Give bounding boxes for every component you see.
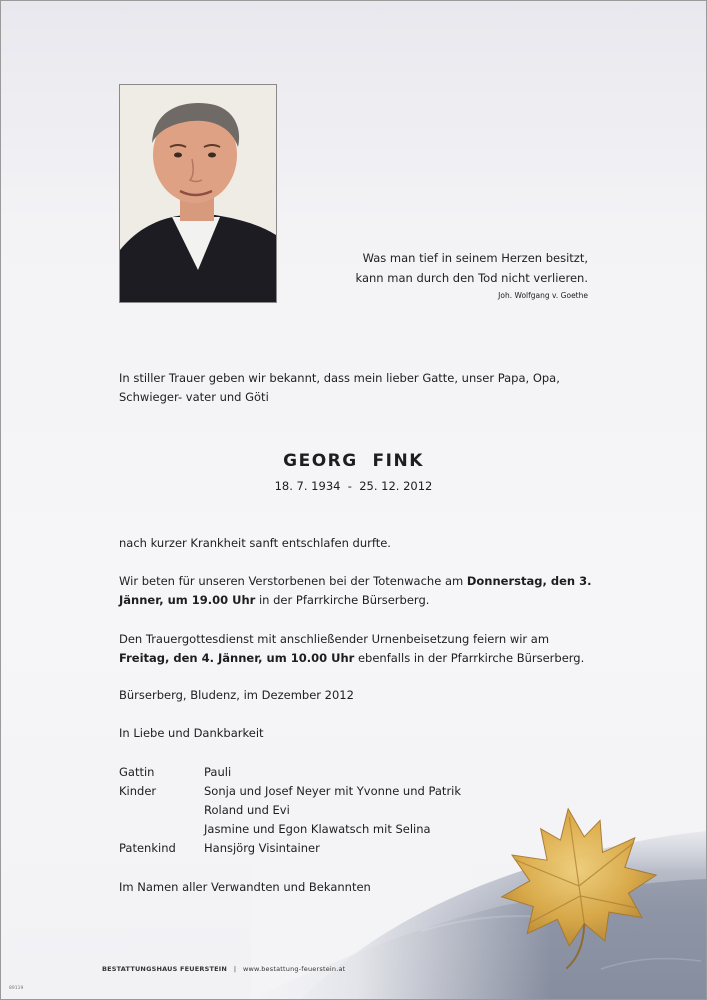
family-names: Sonja und Josef Neyer mit Yvonne und Patrik [204, 784, 462, 798]
quote-line-1: Was man tief in seinem Herzen besitzt, [362, 251, 588, 265]
family-role: Kinder [119, 784, 157, 798]
family-list [119, 763, 461, 858]
corner-code: 89119 [9, 986, 24, 991]
service-paragraph [119, 630, 599, 668]
wake-text-post: in der Pfarrkirche Bürserberg. [255, 593, 430, 607]
service-text-post: ebenfalls in der Pfarrkirche Bürserberg. [354, 651, 585, 665]
quote-line-2: kann man durch den Tod nicht verlieren. [355, 271, 588, 285]
service-text-pre: Den Trauergottesdienst mit anschließender Urnenbeisetzung feiern wir am [119, 632, 550, 646]
footer-website: www.bestattung-feuerstein.at [243, 965, 346, 973]
wake-datetime: Donnerstag, den 3. Jänner, um 19.00 Uhr [119, 574, 592, 607]
family-names: Jasmine und Egon Klawatsch mit Selina [204, 822, 431, 836]
deceased-name: GEORG FINK [283, 451, 424, 471]
intro-text: In stiller Trauer geben wir bekannt, dass mein lieber Gatte, unser Papa, Opa, Schwieger- vater und Göti [119, 371, 560, 404]
place-date: Bürserberg, Bludenz, im Dezember 2012 [119, 688, 354, 702]
family-role: Gattin [119, 765, 155, 779]
footer [102, 965, 345, 973]
family-names: Pauli [204, 765, 232, 779]
footer-separator: | [233, 965, 237, 973]
goethe-quote [356, 248, 588, 302]
closing-text: Im Namen aller Verwandten und Bekannten [119, 880, 371, 894]
love-gratitude: In Liebe und Dankbarkeit [119, 726, 264, 740]
family-role [119, 820, 204, 839]
family-row [119, 763, 461, 782]
service-datetime: Freitag, den 4. Jänner, um 10.00 Uhr [119, 651, 355, 665]
family-names: Hansjörg Visintainer [204, 841, 320, 855]
family-names: Roland und Evi [204, 803, 290, 817]
quote-author: Joh. Wolfgang v. Goethe [498, 291, 588, 300]
funeral-home-name: BESTATTUNGSHAUS FEUERSTEIN [102, 965, 227, 973]
family-row [119, 839, 461, 858]
portrait-photo [119, 84, 277, 303]
passing-text: nach kurzer Krankheit sanft entschlafen durfte. [119, 536, 391, 550]
life-dates: 18. 7. 1934 - 25. 12. 2012 [274, 479, 433, 493]
wake-paragraph [119, 572, 599, 610]
family-role [119, 801, 204, 820]
family-row [119, 820, 461, 839]
family-role: Patenkind [119, 841, 176, 855]
portrait-image [120, 85, 276, 302]
wake-text-pre: Wir beten für unseren Verstorbenen bei der Totenwache am [119, 574, 467, 588]
family-row [119, 782, 461, 801]
family-row [119, 801, 461, 820]
